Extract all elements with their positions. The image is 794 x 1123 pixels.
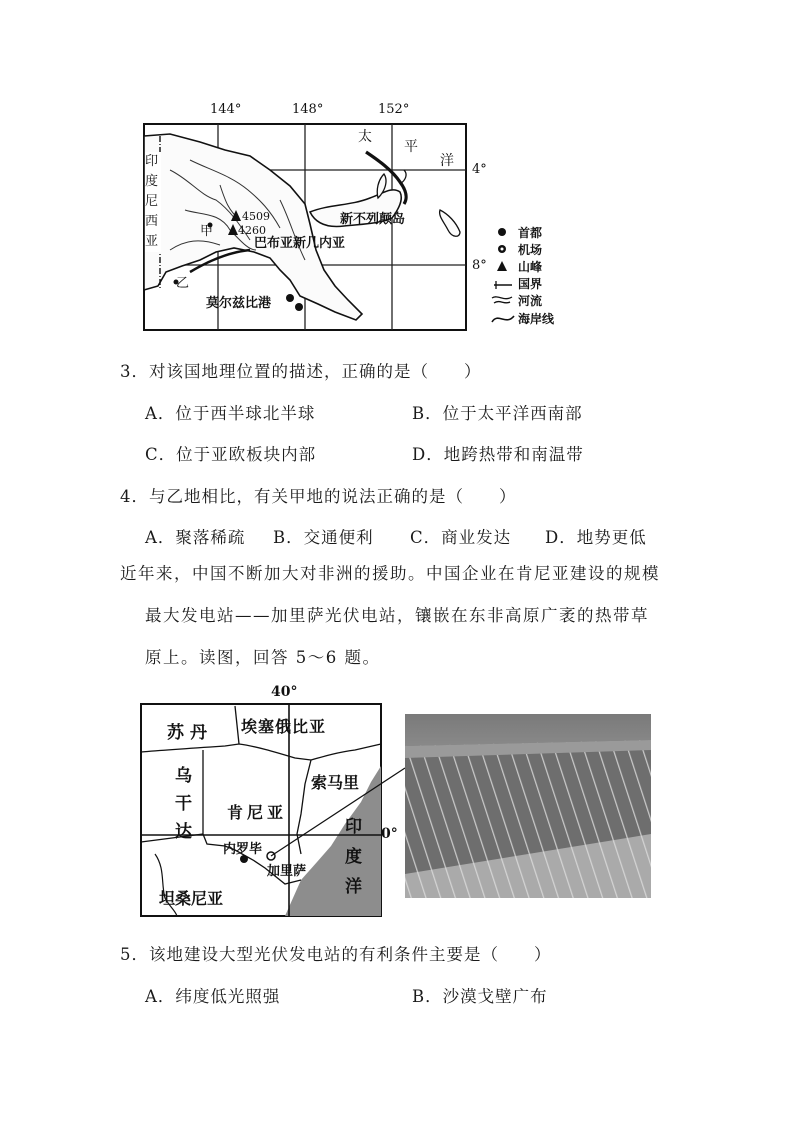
label-jia: 甲: [200, 224, 214, 239]
label-capital: 莫尔兹比港: [206, 296, 272, 311]
q4-option-b[interactable]: B．交通便利: [273, 528, 374, 547]
q4-option-a[interactable]: A．聚落稀疏: [145, 528, 246, 547]
capital-icon: [286, 294, 294, 302]
lon-label-144: 144°: [210, 102, 242, 117]
label-country: 巴布亚新几内亚: [254, 236, 346, 251]
q4-stem: 4．与乙地相比，有关甲地的说法正确的是（ ）: [120, 487, 517, 506]
label-pacific-2: 平: [404, 139, 418, 155]
q5-stem: 5．该地建设大型光伏发电站的有利条件主要是（ ）: [120, 945, 552, 964]
lat-label-8: 8°: [472, 258, 487, 273]
legend-airport: 机场: [518, 243, 543, 257]
lat-label-0: 0°: [381, 826, 398, 842]
intro-line-2: 最大发电站——加里萨光伏电站，镶嵌在东非高原广袤的热带草: [145, 606, 649, 625]
legend-border: 国界: [518, 277, 543, 291]
png-map: [130, 100, 570, 340]
label-peak-4509: 4509: [242, 210, 270, 223]
q4-option-d[interactable]: D．地势更低: [545, 528, 647, 547]
kenya-map: [135, 684, 655, 924]
label-sudan: 苏丹: [167, 723, 213, 743]
q3-option-b[interactable]: B．位于太平洋西南部: [412, 404, 583, 423]
label-uganda: 乌干达: [175, 766, 192, 842]
q5-option-a[interactable]: A．纬度低光照强: [145, 987, 281, 1006]
legend-peak: 山峰: [518, 260, 543, 274]
label-pacific-1: 太: [358, 129, 372, 145]
lon-label-152: 152°: [378, 102, 410, 117]
label-island: 新不列颠岛: [340, 212, 406, 227]
intro-line-1: 近年来，中国不断加大对非洲的援助。中国企业在肯尼亚建设的规模: [120, 564, 660, 583]
lon-label-40: 40°: [271, 684, 298, 700]
label-peak-4260: 4260: [238, 224, 266, 237]
label-somalia: 索马里: [311, 773, 360, 792]
legend-capital: 首都: [518, 226, 543, 240]
lat-label-4: 4°: [472, 162, 487, 177]
label-indonesia: 印度尼西亚: [145, 152, 161, 252]
label-kenya: 肯尼亚: [227, 803, 288, 822]
label-nairobi: 内罗毕: [223, 842, 263, 857]
legend-coastline-icon: [492, 316, 514, 322]
label-indian-ocean: 印度洋: [345, 817, 362, 897]
legend-coastline: 海岸线: [518, 312, 555, 326]
legend-river-icon: [492, 297, 512, 303]
solar-station-photo: [405, 714, 651, 898]
q4-option-c[interactable]: C．商业发达: [410, 528, 512, 547]
intro-line-3: 原上。读图，回答 5～6 题。: [145, 648, 381, 667]
label-yi: 乙: [176, 276, 190, 291]
label-ethiopia: 埃塞俄比亚: [241, 717, 327, 736]
q3-stem: 3．对该国地理位置的描述，正确的是（ ）: [120, 362, 482, 381]
legend-peak-icon: [497, 261, 507, 271]
q5-option-b[interactable]: B．沙漠戈壁广布: [412, 987, 548, 1006]
lon-label-148: 148°: [292, 102, 324, 117]
legend-capital-icon: [498, 228, 506, 236]
q3-option-d[interactable]: D．地跨热带和南温带: [412, 445, 584, 464]
label-garissa: 加里萨: [267, 864, 307, 879]
label-pacific-3: 洋: [440, 153, 454, 169]
legend-river: 河流: [518, 294, 543, 308]
q3-option-a[interactable]: A．位于西半球北半球: [145, 404, 316, 423]
label-tanzania: 坦桑尼亚: [159, 889, 224, 908]
airport-icon: [295, 303, 303, 311]
q3-option-c[interactable]: C．位于亚欧板块内部: [145, 445, 317, 464]
